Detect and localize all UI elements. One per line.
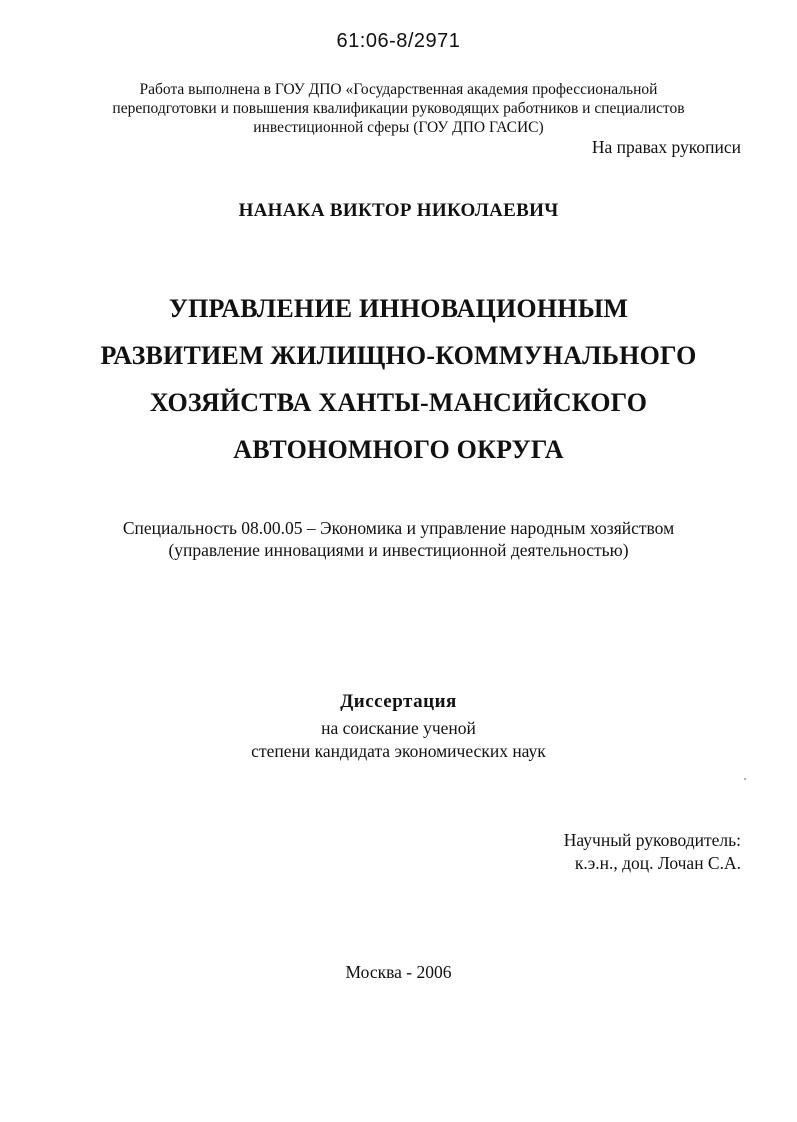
degree-line-1: на соискание ученой bbox=[321, 718, 476, 738]
title-line-2: РАЗВИТИЕМ ЖИЛИЩНО-КОММУНАЛЬНОГО bbox=[100, 341, 697, 370]
degree-block bbox=[0, 717, 797, 763]
specialty-block bbox=[0, 517, 797, 561]
dissertation-heading: Диссертация bbox=[340, 691, 457, 712]
title-line-4: АВТОНОМНОГО ОКРУГА bbox=[233, 435, 564, 464]
scan-speck bbox=[744, 778, 746, 780]
dissertation-title bbox=[0, 285, 797, 473]
organization-block bbox=[0, 80, 797, 137]
organization-line-1: Работа выполнена в ГОУ ДПО «Государственная академия профессиональной bbox=[139, 81, 658, 98]
specialty-line-2: (управление инновациями и инвестиционной деятельностью) bbox=[168, 540, 629, 560]
organization-line-2: переподготовки и повышения квалификации руководящих работников и специалистов bbox=[112, 100, 685, 117]
city-year: Москва - 2006 bbox=[345, 962, 452, 982]
title-line-1: УПРАВЛЕНИЕ ИННОВАЦИОННЫМ bbox=[168, 294, 629, 323]
manuscript-rights: На правах рукописи bbox=[591, 137, 741, 157]
specialty-line-1: Специальность 08.00.05 – Экономика и управление народным хозяйством bbox=[122, 518, 675, 538]
author-name: НАНАКА ВИКТОР НИКОЛАЕВИЧ bbox=[238, 200, 559, 221]
degree-line-2: степени кандидата экономических наук bbox=[251, 741, 546, 761]
advisor-name: к.э.н., доц. Лочан С.А. bbox=[574, 853, 741, 873]
title-line-3: ХОЗЯЙСТВА ХАНТЫ-МАНСИЙСКОГО bbox=[149, 388, 648, 417]
advisor-label: Научный руководитель: bbox=[563, 830, 741, 850]
advisor-block bbox=[564, 829, 741, 875]
organization-line-3: инвестиционной сферы (ГОУ ДПО ГАСИС) bbox=[253, 119, 544, 136]
registry-code: 61:06-8/2971 bbox=[336, 30, 461, 52]
